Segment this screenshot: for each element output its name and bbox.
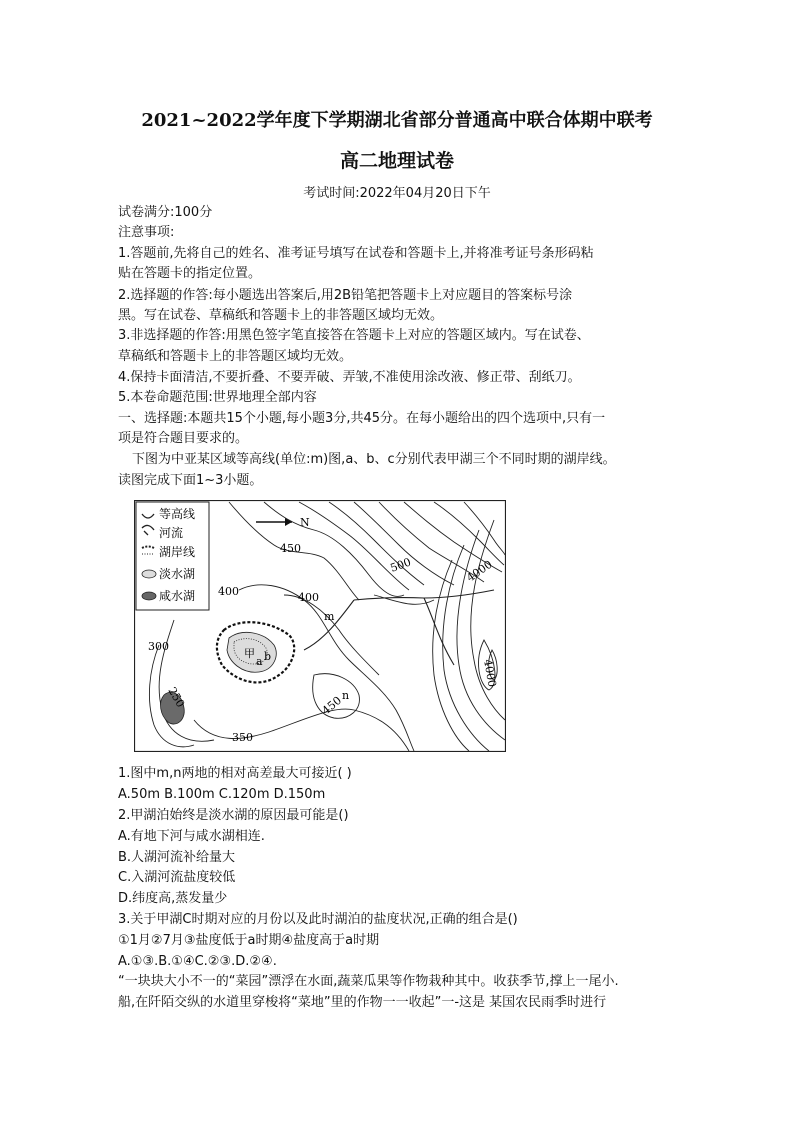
question-2-option-c: C.入湖河流盐度较低	[118, 870, 236, 885]
contour-label-4000-top: 4000	[464, 557, 495, 585]
map-intro-a: 下图为中亚某区域等高线(单位:m)图,a、b、c分别代表甲湖三个不同时期的湖岸线。	[132, 452, 616, 467]
contour-map	[134, 500, 506, 752]
passage-line-1: “一块块大小不一的“菜园”漂浮在水面,蔬菜瓜果等作物栽种其中。收获季节,撑上一尾小.	[118, 974, 619, 989]
notice-2b: 黑。写在试卷、草稿纸和答题卡上的非答题区域均无效。	[118, 308, 444, 323]
contour-label-250: 250	[165, 685, 188, 710]
map-intro-b: 读图完成下面1~3小题。	[118, 473, 263, 488]
score-line: 试卷满分:100分	[118, 205, 213, 220]
contour-label-300: 300	[148, 640, 169, 653]
notice-1a: 1.答题前,先将自己的姓名、准考证号填写在试卷和答题卡上,并将准考证号条形码粘	[118, 246, 594, 261]
notice-2a: 2.选择题的作答:每小题选出答案后,用2B铅笔把答题卡上对应题目的答案标号涂	[118, 288, 573, 303]
section-one-a: 一、选择题:本题共15个小题,每小题3分,共45分。在每小题给出的四个选项中,只有一	[118, 411, 606, 426]
passage-line-2: 船,在阡陌交纵的水道里穿梭将“菜地”里的作物一一收起”一-这是 某国农民雨季时进行	[118, 995, 607, 1010]
notice-1b: 贴在答题卡的指定位置。	[118, 266, 262, 281]
contour-label-350: 350	[232, 731, 253, 744]
question-1: 1.图中m,n两地的相对高差最大可接近( )	[118, 766, 352, 781]
question-2-option-d: D.纬度高,蒸发量少	[118, 891, 228, 906]
notice-5: 5.本卷命题范围:世界地理全部内容	[118, 390, 317, 405]
contour-label-500: 500	[388, 555, 413, 575]
contour-label-400-left: 400	[218, 585, 239, 598]
shoreline-b-label: b	[264, 650, 272, 663]
notice-3a: 3.非选择题的作答:用黑色签字笔直接答在答题卡上对应的答题区域内。写在试卷、	[118, 328, 590, 343]
question-2-option-a: A.有地下河与咸水湖相连.	[118, 829, 265, 844]
saltwater-lake-legend-icon	[142, 592, 156, 600]
legend-river: 河流	[159, 526, 184, 540]
question-3: 3.关于甲湖C时期对应的月份以及此时湖泊的盐度状况,正确的组合是()	[118, 912, 518, 927]
question-3-options: A.①③.B.①④C.②③.D.②④.	[118, 954, 277, 969]
legend-freshwater: 淡水湖	[159, 567, 196, 581]
exam-time: 考试时间:2022年04月20日下午	[303, 186, 491, 201]
exam-subtitle: 高二地理试卷	[339, 150, 454, 172]
exam-title: 2021~2022学年度下学期湖北省部分普通高中联合体期中联考	[141, 110, 653, 131]
legend-shoreline: 湖岸线	[159, 545, 196, 559]
contour-label-400-mid: 400	[298, 591, 319, 604]
question-2-option-b: B.人湖河流补给量大	[118, 850, 236, 865]
section-one-b: 项是符合题目要求的。	[118, 431, 249, 446]
point-m-label: m	[324, 610, 335, 623]
shoreline-a-label: a	[256, 655, 263, 668]
contour-label-4000-right: 4000	[481, 658, 499, 689]
contour-label-450-top: 450	[280, 542, 301, 555]
freshwater-lake-legend-icon	[142, 570, 156, 578]
question-1-options: A.50m B.100m C.120m D.150m	[118, 787, 326, 802]
notice-heading: 注意事项:	[118, 225, 175, 240]
question-2: 2.甲湖泊始终是淡水湖的原因最可能是()	[118, 808, 349, 823]
lake-jia-label: 甲	[244, 647, 255, 660]
point-n-label: n	[342, 689, 350, 702]
north-label: N	[300, 516, 310, 529]
notice-3b: 草稿纸和答题卡上的非答题区域均无效。	[118, 349, 353, 364]
notice-4: 4.保持卡面清洁,不要折叠、不要弄破、弄皱,不准使用涂改液、修正带、刮纸刀。	[118, 370, 581, 385]
legend-saltwater: 咸水湖	[159, 589, 196, 603]
legend-contour: 等高线	[159, 507, 196, 521]
question-3-items: ①1月②7月③盐度低于a时期④盐度高于a时期	[118, 933, 380, 948]
contour-label-450-bottom: 450	[319, 693, 345, 718]
